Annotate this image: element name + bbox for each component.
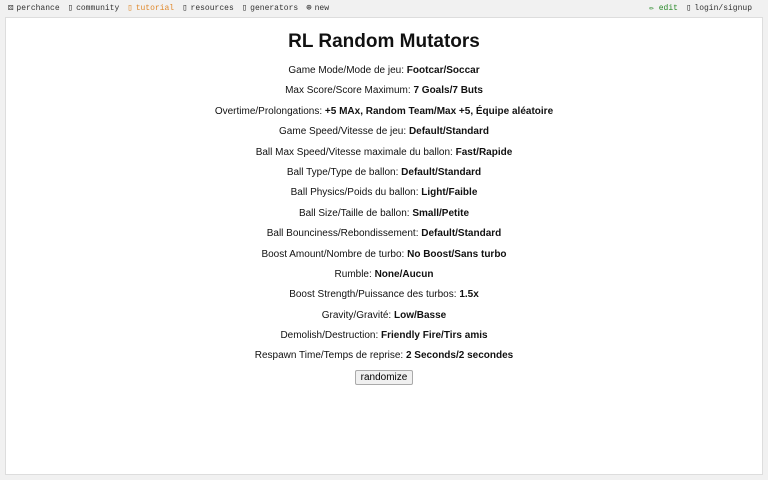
mutator-label: Ball Max Speed/Vitesse maximale du ballon:	[255, 146, 453, 158]
mutator-label: Game Mode/Mode de jeu:	[288, 65, 405, 76]
mutator-label: Ball Size/Taille de ballon:	[298, 207, 410, 219]
user-icon: ▯	[685, 3, 692, 13]
mutator-row	[6, 122, 762, 142]
mutator-row	[6, 81, 762, 101]
dice-icon: ⚄	[8, 3, 14, 13]
mutator-row	[6, 245, 762, 265]
mutator-row	[6, 183, 762, 203]
mutator-row	[6, 346, 762, 366]
mutator-label: Respawn Time/Temps de reprise:	[254, 350, 404, 362]
mutator-label: Ball Bounciness/Rebondissement:	[266, 228, 419, 240]
mutator-value: No Boost/Sans turbo	[407, 248, 507, 260]
mutator-value: Default/Standard	[421, 228, 502, 240]
mutator-label: Ball Physics/Poids du ballon:	[290, 187, 419, 199]
tutorial-icon: ▯	[127, 3, 133, 13]
mutator-value: Friendly Fire/Tirs amis	[381, 330, 488, 342]
mutator-value: Light/Faible	[421, 187, 478, 199]
generators-icon: ▯	[241, 3, 248, 13]
mutator-label: Gravity/Gravité:	[321, 309, 392, 321]
mutator-value: None/Aucun	[374, 268, 434, 280]
mutator-row	[6, 224, 762, 244]
nav-tutorial[interactable]: ▯ tutorial	[127, 3, 175, 13]
mutator-label: Max Score/Score Maximum:	[285, 85, 411, 97]
mutator-label: Demolish/Destruction:	[280, 330, 379, 342]
mutator-row	[6, 102, 762, 122]
edit-link[interactable]: ✏ edit	[649, 4, 678, 13]
mutator-value: 7 Goals/7 Buts	[413, 85, 483, 97]
community-icon: ▯	[67, 3, 74, 13]
mutator-row	[6, 285, 762, 305]
mutator-value: Fast/Rapide	[455, 146, 513, 158]
mutator-value: 1.5x	[459, 289, 479, 301]
mutator-label: Ball Type/Type de ballon:	[286, 166, 399, 178]
randomize-button[interactable]: randomize	[355, 370, 414, 385]
mutator-row	[6, 143, 762, 163]
mutator-value: 2 Seconds/2 secondes	[405, 350, 514, 362]
nav-resources[interactable]: ▯ resources	[182, 3, 234, 13]
mutator-value: Low/Basse	[394, 309, 447, 321]
mutator-label: Overtime/Prolongations:	[214, 105, 323, 117]
mutator-value: Small/Petite	[412, 207, 470, 219]
mutator-label: Rumble:	[334, 268, 372, 280]
mutator-row	[6, 61, 762, 81]
mutator-label: Boost Amount/Nombre de turbo:	[261, 248, 405, 260]
mutator-label: Boost Strength/Puissance des turbos:	[289, 289, 457, 301]
nav-generators[interactable]: ▯ generators	[241, 3, 299, 13]
nav-new[interactable]: ⊕ new	[306, 3, 330, 13]
mutator-value: Default/Standard	[401, 166, 482, 178]
resources-icon: ▯	[182, 3, 188, 13]
plus-circle-icon: ⊕	[306, 3, 312, 13]
mutator-row	[6, 265, 762, 285]
generator-output	[5, 17, 763, 475]
nav-perchance[interactable]: ⚄ perchance	[8, 3, 60, 13]
mutator-value: Footcar/Soccar	[406, 65, 480, 76]
mutator-row	[6, 163, 762, 183]
login-link[interactable]: ▯ login/signup	[685, 3, 752, 13]
mutator-row	[6, 204, 762, 224]
top-nav	[0, 0, 768, 16]
nav-community[interactable]: ▯ community	[67, 3, 120, 13]
mutator-value: +5 MAx, Random Team/Max +5, Équipe aléatoire	[324, 105, 554, 117]
mutator-row	[6, 326, 762, 346]
page-title: RL Random Mutators	[288, 31, 480, 52]
mutator-row	[6, 306, 762, 326]
mutator-label: Game Speed/Vitesse de jeu:	[279, 126, 407, 138]
mutator-value: Default/Standard	[408, 126, 489, 138]
